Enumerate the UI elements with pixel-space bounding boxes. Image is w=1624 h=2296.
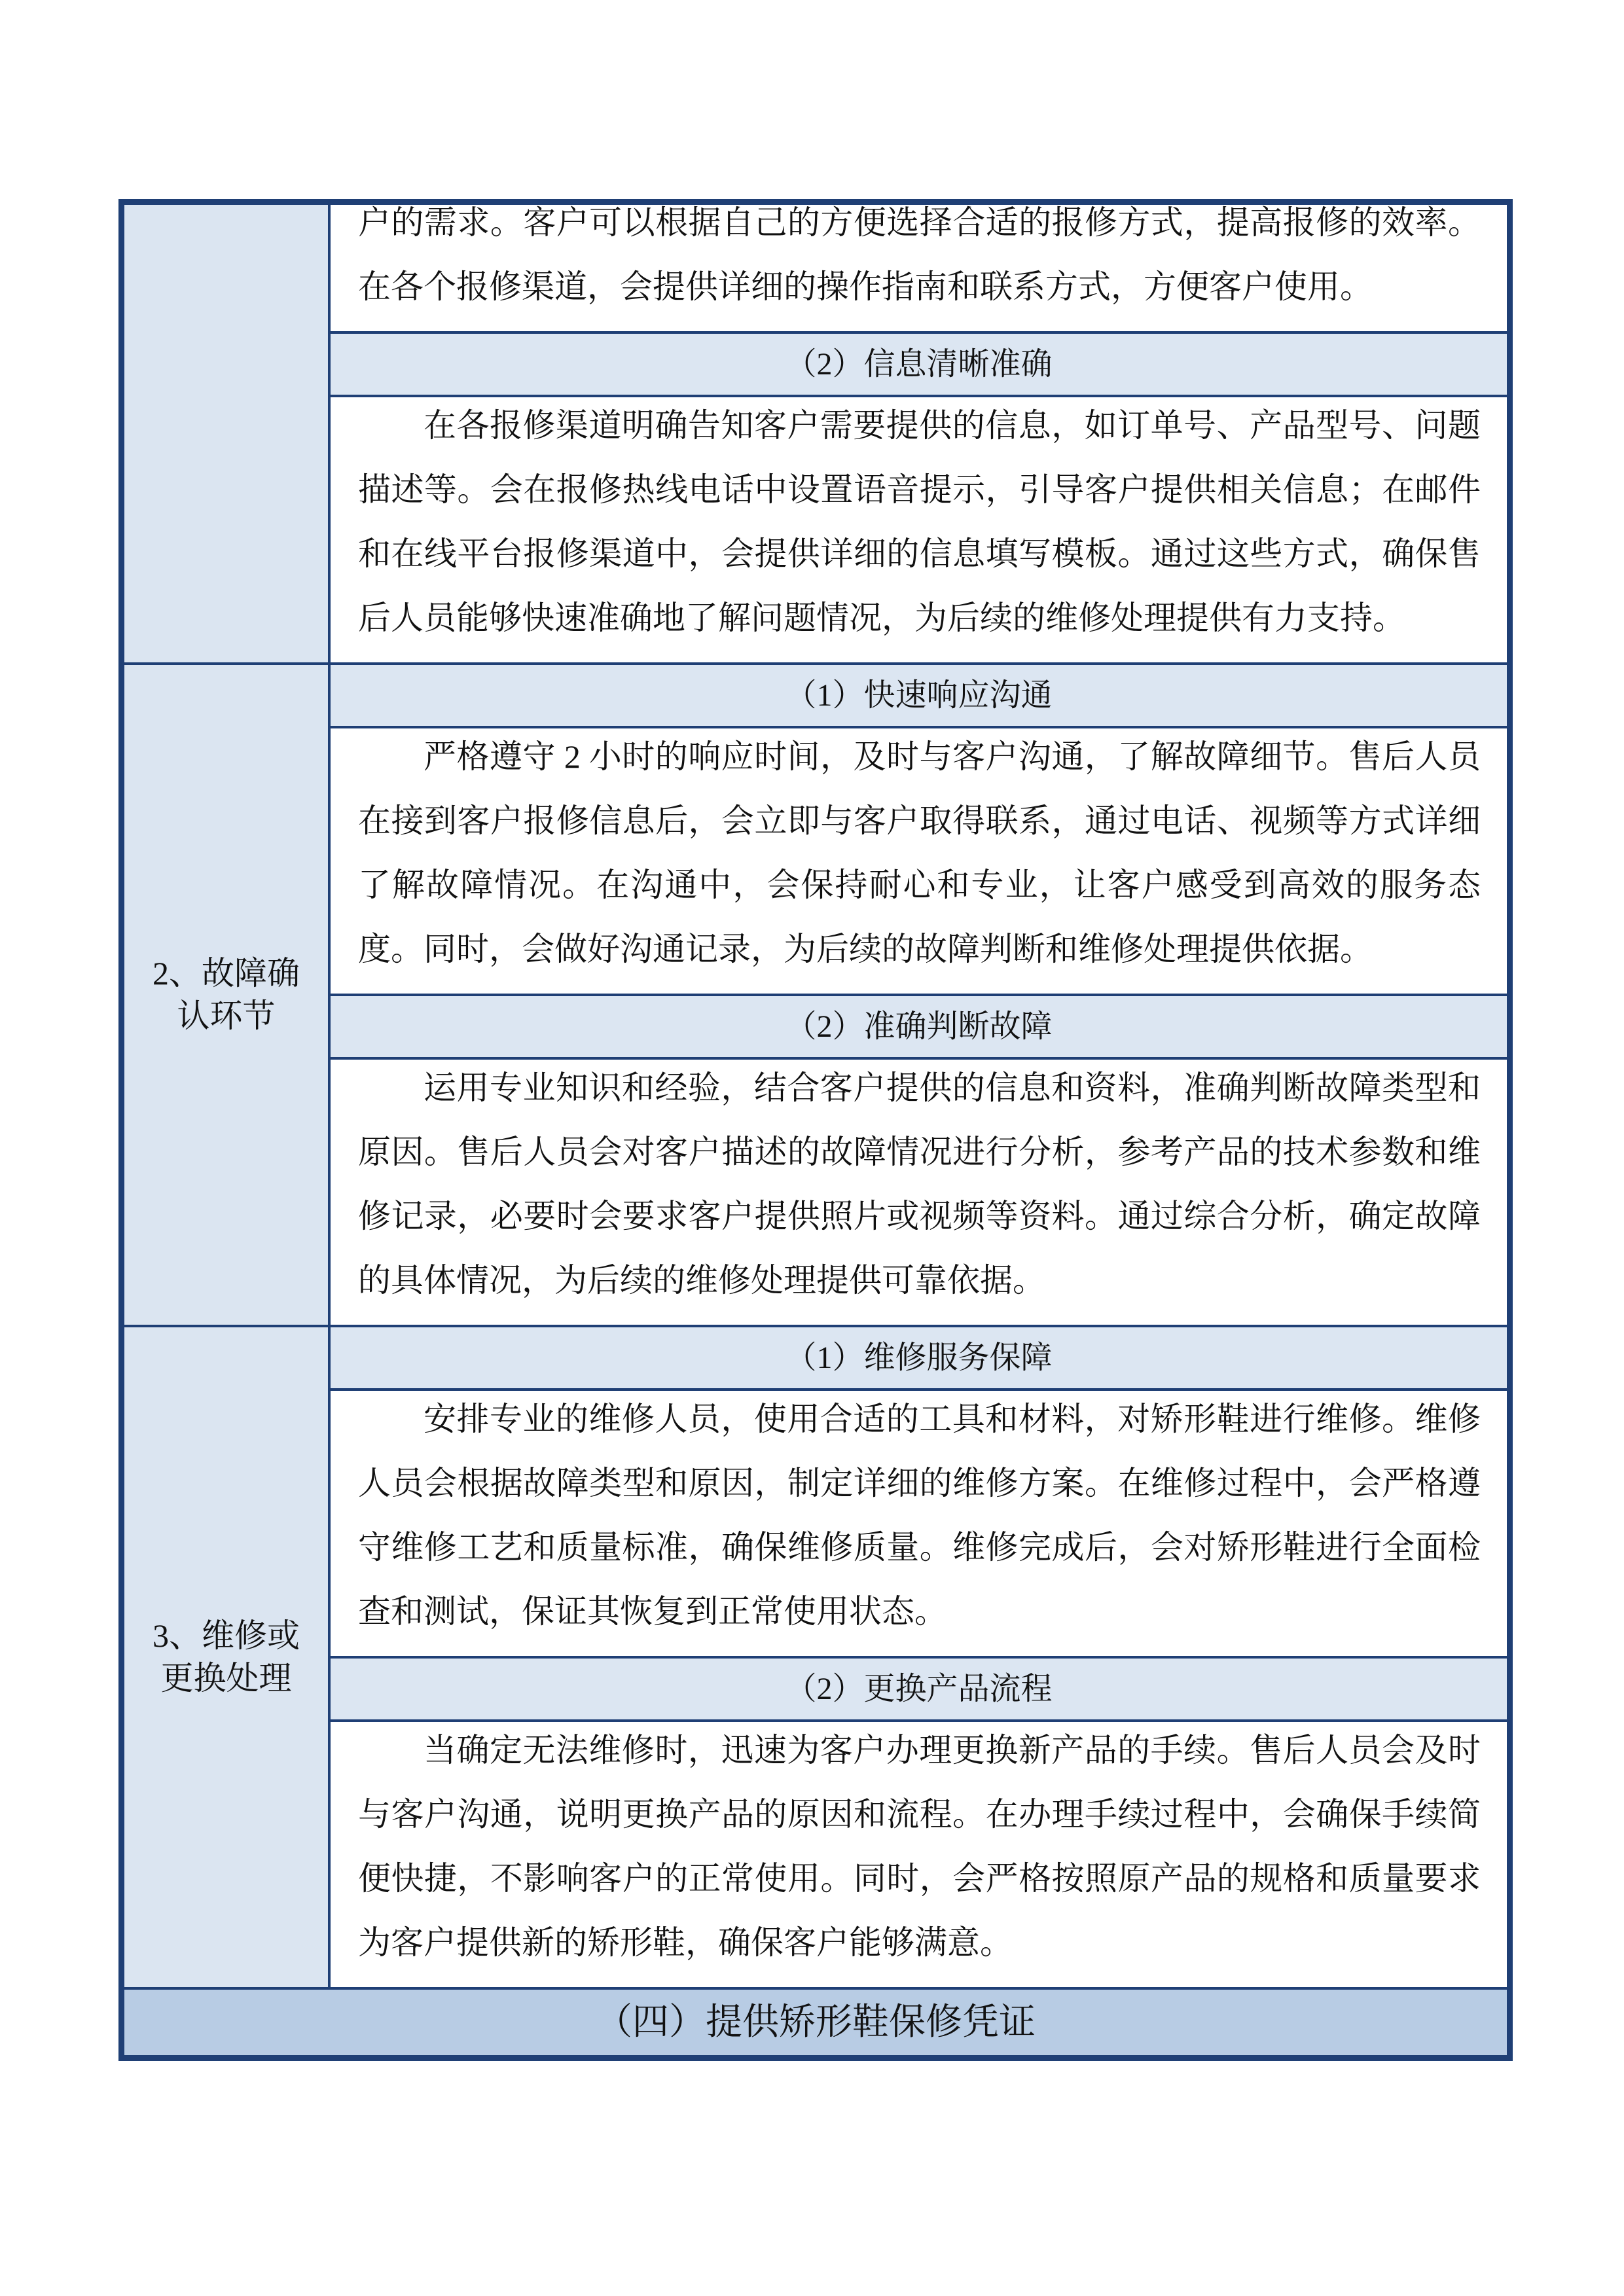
paragraph bbox=[358, 1056, 1481, 1312]
stage-label-line: 2、故障确 bbox=[153, 955, 300, 992]
subheading-cell bbox=[331, 1659, 1507, 1719]
paragraph-line: 人员会根据故障类型和原因，制定详细的维修方案。在维修过程中，会严格遵 bbox=[358, 1465, 1481, 1501]
paragraph-line: 运用专业知识和经验，结合客户提供的信息和资料，准确判断故障类型和 bbox=[424, 1069, 1481, 1106]
paragraph bbox=[358, 725, 1481, 981]
stage-label-cell bbox=[124, 1327, 328, 1987]
subheading-text: （2）更换产品流程 bbox=[785, 1672, 1053, 1706]
paragraph-line: 描述等。会在报修热线电话中设置语音提示，引导客户提供相关信息；在邮件 bbox=[358, 471, 1481, 508]
paragraph-line: 原因。售后人员会对客户描述的故障情况进行分析，参考产品的技术参数和维 bbox=[358, 1134, 1481, 1170]
subheading-cell bbox=[331, 996, 1507, 1057]
stage-label-cell bbox=[124, 665, 328, 1325]
description-cell bbox=[331, 205, 1507, 331]
subheading-text: （2）准确判断故障 bbox=[785, 1009, 1053, 1044]
paragraph bbox=[358, 393, 1481, 650]
stage-label-line: 认环节 bbox=[177, 997, 276, 1034]
paragraph bbox=[358, 190, 1481, 319]
after-sales-process-table bbox=[118, 199, 1513, 2061]
stage-label-line: 3、维修或 bbox=[153, 1617, 300, 1654]
description-cell bbox=[331, 397, 1507, 662]
paragraph-line: 和在线平台报修渠道中，会提供详细的信息填写模板。通过这些方式，确保售 bbox=[358, 535, 1481, 572]
paragraph-line: 户的需求。客户可以根据自己的方便选择合适的报修方式，提高报修的效率。 bbox=[358, 204, 1481, 241]
section-heading-text: （四）提供矫形鞋保修凭证 bbox=[596, 2002, 1036, 2043]
description-cell bbox=[331, 1722, 1507, 1987]
paragraph-line: 便快捷，不影响客户的正常使用。同时，会严格按照原产品的规格和质量要求 bbox=[358, 1860, 1481, 1897]
paragraph-line: 在接到客户报修信息后，会立即与客户取得联系，通过电话、视频等方式详细 bbox=[358, 802, 1481, 839]
stage-label-cell-continued bbox=[124, 205, 328, 662]
subheading-cell bbox=[331, 665, 1507, 726]
subheading-cell bbox=[331, 334, 1507, 395]
paragraph-line: 在各个报修渠道，会提供详细的操作指南和联系方式，方便客户使用。 bbox=[358, 268, 1373, 305]
section-heading-row bbox=[124, 1990, 1507, 2055]
paragraph-line: 的具体情况，为后续的维修处理提供可靠依据。 bbox=[358, 1262, 1045, 1299]
subheading-text: （1）维修服务保障 bbox=[785, 1340, 1053, 1375]
subheading-text: （1）快速响应沟通 bbox=[785, 678, 1053, 713]
description-cell bbox=[331, 728, 1507, 994]
paragraph-line: 与客户沟通，说明更换产品的原因和流程。在办理手续过程中，会确保手续简 bbox=[358, 1796, 1481, 1833]
paragraph-line: 为客户提供新的矫形鞋，确保客户能够满意。 bbox=[358, 1924, 1013, 1961]
paragraph-line: 守维修工艺和质量标准，确保维修质量。维修完成后，会对矫形鞋进行全面检 bbox=[358, 1529, 1481, 1566]
paragraph bbox=[358, 1387, 1481, 1643]
paragraph-line: 度。同时，会做好沟通记录，为后续的故障判断和维修处理提供依据。 bbox=[358, 931, 1373, 967]
paragraph-line: 严格遵守 2 小时的响应时间，及时与客户沟通，了解故障细节。售后人员 bbox=[424, 738, 1481, 775]
paragraph-line: 当确定无法维修时，迅速为客户办理更换新产品的手续。售后人员会及时 bbox=[424, 1732, 1481, 1768]
paragraph-line: 在各报修渠道明确告知客户需要提供的信息，如订单号、产品型号、问题 bbox=[424, 407, 1481, 444]
paragraph bbox=[358, 1718, 1481, 1975]
subheading-text: （2）信息清晰准确 bbox=[785, 347, 1053, 382]
paragraph-line: 了解故障情况。在沟通中，会保持耐心和专业，让客户感受到高效的服务态 bbox=[358, 867, 1481, 903]
description-cell bbox=[331, 1060, 1507, 1325]
paragraph-line: 安排专业的维修人员，使用合适的工具和材料，对矫形鞋进行维修。维修 bbox=[424, 1401, 1481, 1437]
paragraph-line: 查和测试，保证其恢复到正常使用状态。 bbox=[358, 1593, 947, 1630]
subheading-cell bbox=[331, 1327, 1507, 1388]
description-cell bbox=[331, 1391, 1507, 1656]
stage-label-line: 更换处理 bbox=[160, 1660, 292, 1696]
paragraph-line: 修记录，必要时会要求客户提供照片或视频等资料。通过综合分析，确定故障 bbox=[358, 1198, 1481, 1234]
paragraph-line: 后人员能够快速准确地了解问题情况，为后续的维修处理提供有力支持。 bbox=[358, 600, 1405, 636]
